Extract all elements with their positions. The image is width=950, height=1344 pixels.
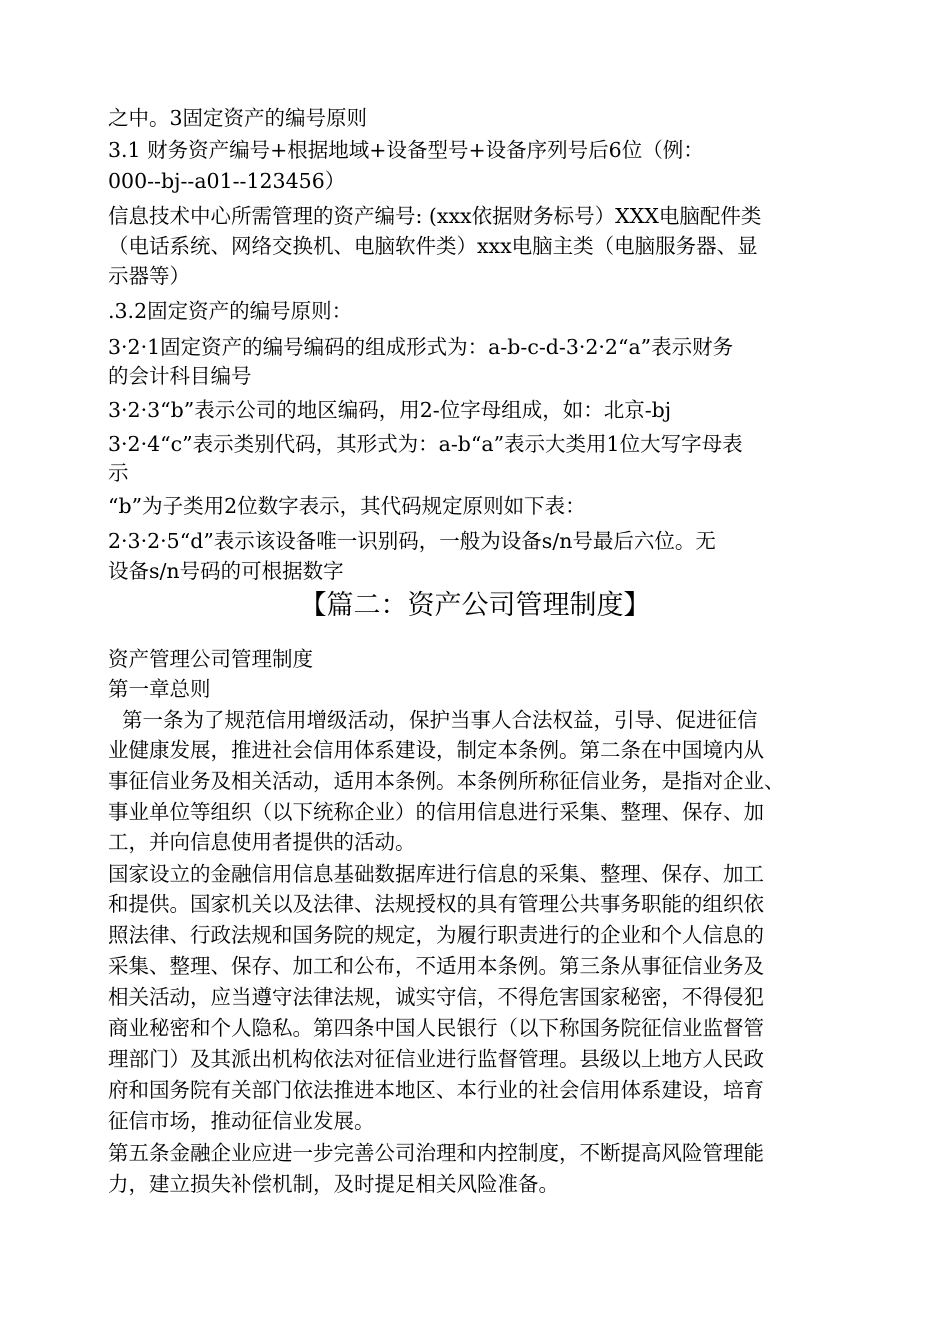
text-line: 照法律、行政法规和国务院的规定，为履行职责进行的企业和个人信息的 [108, 923, 764, 947]
text-line: 资产管理公司管理制度 [108, 647, 313, 671]
text-line: 信息技术中心所需管理的资产编号: (xxx依据财务标号）XXX电脑配件类 [108, 204, 762, 228]
text-line: 相关活动，应当遵守法律法规，诚实守信，不得危害国家秘密，不得侵犯 [108, 985, 764, 1009]
text-line: 事征信业务及相关活动，适用本条例。本条例所称征信业务，是指对企业、 [108, 769, 785, 793]
text-line: 征信市场，推动征信业发展。 [108, 1109, 375, 1133]
text-line: 第一章总则 [108, 677, 211, 701]
text-line: 和提供。国家机关以及法律、法规授权的具有管理公共事务职能的组织依 [108, 892, 764, 916]
text-line: 业健康发展，推进社会信用体系建设，制定本条例。第二条在中国境内从 [108, 738, 764, 762]
text-line: 国家设立的金融信用信息基础数据库进行信息的采集、整理、保存、加工 [108, 862, 764, 886]
text-line: 商业秘密和个人隐私。第四条中国人民银行（以下称国务院征信业监督管 [108, 1016, 764, 1040]
text-line: 事业单位等组织（以下统称企业）的信用信息进行采集、整理、保存、加 [108, 800, 764, 824]
text-line: 理部门）及其派出机构依法对征信业进行监督管理。县级以上地方人民政 [108, 1047, 764, 1071]
text-line: 示器等） [108, 264, 190, 288]
text-line: 3·2·3“b”表示公司的地区编码，用2-位字母组成，如：北京-bj [108, 398, 672, 422]
text-line: 3·2·1固定资产的编号编码的组成形式为：a-b-c-d-3·2·2“a”表示财务 [108, 335, 734, 359]
text-line: .3.2固定资产的编号原则： [108, 299, 353, 323]
text-line: 采集、整理、保存、加工和公布，不适用本条例。第三条从事征信业务及 [108, 954, 764, 978]
text-line: 府和国务院有关部门依法推进本地区、本行业的社会信用体系建设，培育 [108, 1078, 764, 1102]
text-line: 工，并向信息使用者提供的活动。 [108, 830, 416, 854]
text-line: 示 [108, 461, 129, 485]
text-line: 力，建立损失补偿机制，及时提足相关风险准备。 [108, 1172, 559, 1196]
text-line: 2·3·2·5“d”表示该设备唯一识别码，一般为设备s/n号最后六位。无 [108, 529, 716, 553]
text-line: 第五条金融企业应进一步完善公司治理和内控制度，不断提高风险管理能 [108, 1141, 764, 1165]
text-line: 设备s/n号码的可根据数字 [108, 559, 344, 583]
text-line: 3.1 财务资产编号+根据地域+设备型号+设备序列号后6位（例： [108, 138, 704, 162]
text-line: 3·2·4“c”表示类别代码，其形式为：a-b“a”表示大类用1位大写字母表 [108, 432, 743, 456]
text-line: “b”为子类用2位数字表示，其代码规定原则如下表： [108, 494, 586, 518]
text-line: 的会计科目编号 [108, 364, 252, 388]
section-heading: 【篇二：资产公司管理制度】 [299, 590, 651, 621]
text-line: 之中。3固定资产的编号原则 [108, 106, 368, 130]
text-line: 000--bj--a01--123456） [108, 169, 346, 193]
text-line: 第一条为了规范信用增级活动，保护当事人合法权益，引导、促进征信 [122, 708, 758, 732]
text-line: （电话系统、网络交换机、电脑软件类）xxx电脑主类（电脑服务器、显 [108, 234, 758, 258]
